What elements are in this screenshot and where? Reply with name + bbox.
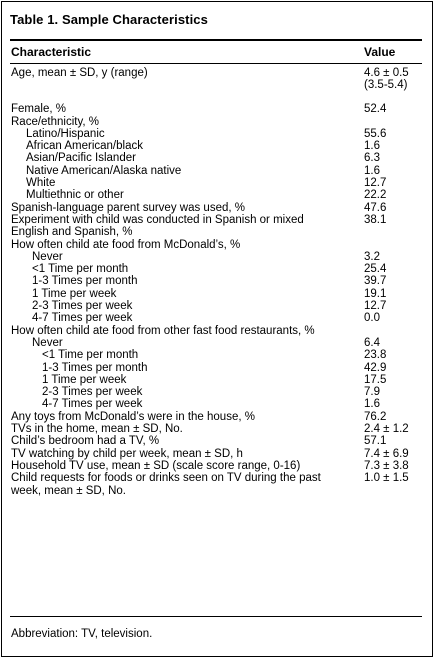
- row-value: 42.9: [364, 361, 387, 374]
- table-row: [2, 152, 432, 164]
- row-label: African American/black: [26, 140, 143, 153]
- row-label: 1-3 Times per month: [42, 361, 148, 374]
- row-value: 22.2: [364, 189, 387, 202]
- table-row: [2, 349, 432, 361]
- row-value: 38.1: [364, 213, 387, 226]
- row-label: Native American/Alaska native: [26, 164, 182, 177]
- row-value: 12.7: [364, 177, 387, 190]
- row-label: Age, mean ± SD, y (range): [11, 67, 148, 79]
- row-label: Female, %: [11, 103, 66, 116]
- table-row: [2, 411, 432, 423]
- table-footnote: Abbreviation: TV, television.: [11, 628, 153, 640]
- row-value: 17.5: [364, 373, 387, 386]
- table-row: [2, 103, 432, 115]
- table-row: [2, 67, 432, 92]
- row-label: <1 Time per month: [42, 349, 139, 362]
- table-row: [2, 423, 432, 435]
- row-label: 1-3 Times per month: [32, 275, 138, 288]
- row-value: 0.0: [364, 312, 380, 325]
- table-row: [2, 374, 432, 386]
- table-row: [2, 116, 432, 128]
- row-value: 1.6: [364, 140, 380, 153]
- footer-rule: [10, 616, 422, 617]
- row-label: Multiethnic or other: [26, 189, 124, 202]
- row-label: 1 Time per week: [32, 287, 117, 300]
- row-label: 2-3 Times per week: [32, 300, 133, 313]
- row-value: 7.4 ± 6.9: [364, 447, 409, 460]
- row-value: 52.4: [364, 103, 387, 116]
- table-row: [2, 448, 432, 460]
- header-rule: [10, 63, 422, 64]
- row-label: 2-3 Times per week: [42, 386, 143, 399]
- table-body: [2, 67, 432, 497]
- row-value: 39.7: [364, 275, 387, 288]
- table-row: [2, 386, 432, 398]
- table-row: [2, 239, 432, 251]
- table-row: [2, 251, 432, 263]
- row-value: 1.0 ± 1.5: [364, 472, 409, 485]
- table-row: [2, 312, 432, 324]
- row-value: 57.1: [364, 435, 387, 448]
- table-row: [2, 140, 432, 152]
- table-row: [2, 177, 432, 189]
- row-value: 47.6: [364, 201, 387, 214]
- table-row: [2, 165, 432, 177]
- row-label: 1 Time per week: [42, 373, 127, 386]
- row-value: 2.4 ± 1.2: [364, 423, 409, 436]
- row-value: 25.4: [364, 263, 387, 276]
- table-row: [2, 472, 432, 497]
- row-value: 55.6: [364, 127, 387, 140]
- row-value: 23.8: [364, 349, 387, 362]
- column-header-value: Value: [364, 45, 396, 59]
- row-label: Never: [32, 336, 63, 349]
- row-value: 4.6 ± 0.5: [364, 67, 409, 79]
- table-row: [2, 398, 432, 410]
- row-value-range: (3.5-5.4): [364, 79, 408, 92]
- table-row: [2, 362, 432, 374]
- table-title: Table 1. Sample Characteristics: [10, 12, 208, 27]
- table-row: [2, 337, 432, 349]
- row-label: TVs in the home, mean ± SD, No.: [11, 423, 183, 436]
- table-row: [2, 263, 432, 275]
- row-label: Race/ethnicity, %: [11, 115, 99, 128]
- row-label: Never: [32, 250, 63, 263]
- table-row: [2, 202, 432, 214]
- row-label: Asian/Pacific Islander: [26, 152, 136, 165]
- row-label: Spanish-language parent survey was used, %: [11, 201, 245, 214]
- table-row: [2, 275, 432, 287]
- table-row: [2, 214, 432, 239]
- row-label: Latino/Hispanic: [26, 127, 105, 140]
- row-value: 1.6: [364, 164, 380, 177]
- column-header-characteristic: Characteristic: [11, 45, 92, 59]
- row-value: 7.9: [364, 386, 380, 399]
- row-label: TV watching by child per week, mean ± SD, h: [11, 447, 243, 460]
- table-row: [2, 128, 432, 140]
- table-figure: [1, 1, 433, 657]
- row-label: 4-7 Times per week: [32, 312, 133, 325]
- row-label: How often child ate food from McDonald’s, %: [11, 238, 241, 251]
- table-row: [2, 288, 432, 300]
- title-rule: [10, 39, 422, 41]
- row-label: Child requests for foods or drinks seen on TV during the past week, mean ± SD, No.: [11, 472, 321, 497]
- row-label: <1 Time per month: [32, 263, 129, 276]
- row-value: 6.4: [364, 336, 380, 349]
- table-row: [2, 435, 432, 447]
- row-value: 6.3: [364, 152, 380, 165]
- row-value: 3.2: [364, 250, 380, 263]
- row-value: 7.3 ± 3.8: [364, 459, 409, 472]
- table-row: [2, 300, 432, 312]
- row-value: 76.2: [364, 410, 387, 423]
- row-label: Household TV use, mean ± SD (scale score range, 0-16): [11, 459, 301, 472]
- row-label: Any toys from McDonald’s were in the house, %: [11, 410, 255, 423]
- row-label: White: [26, 177, 56, 190]
- row-value: 19.1: [364, 287, 387, 300]
- row-label: Child’s bedroom had a TV, %: [11, 435, 160, 448]
- row-value: 12.7: [364, 300, 387, 313]
- table-row: [2, 460, 432, 472]
- row-value: 1.6: [364, 398, 380, 411]
- table-row: [2, 189, 432, 201]
- row-label: How often child ate food from other fast food restaurants, %: [11, 324, 315, 337]
- row-label: 4-7 Times per week: [42, 398, 143, 411]
- row-label: Experiment with child was conducted in Spanish or mixed English and Spanish, %: [11, 213, 304, 239]
- table-row: [2, 325, 432, 337]
